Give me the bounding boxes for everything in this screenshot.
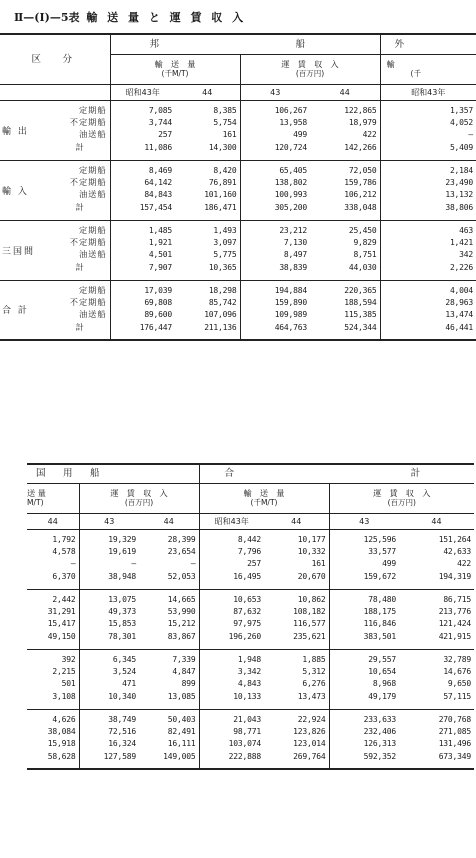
table-cell: 85,742 bbox=[208, 297, 237, 307]
table-row bbox=[27, 677, 474, 689]
table-cell: 499 bbox=[329, 557, 399, 569]
table-cell: 42,633 bbox=[443, 546, 472, 556]
header-unit-yen: (百万円) bbox=[387, 498, 416, 507]
table-cell: 38,749 bbox=[79, 709, 139, 725]
table-row bbox=[27, 665, 474, 677]
ship-type-label: 定期船 bbox=[50, 160, 110, 176]
table-cell: 342 bbox=[380, 248, 476, 260]
table-cell: 149,005 bbox=[163, 752, 196, 761]
table-cell: 157,454 bbox=[110, 200, 175, 220]
table-title-text: 輸 送 量 と 運 賃 収 入 bbox=[86, 11, 247, 24]
table-cell: 109,989 bbox=[240, 308, 310, 320]
table-cell: 673,349 bbox=[438, 752, 472, 761]
year-label: 44 bbox=[139, 513, 199, 529]
table-cell: 142,266 bbox=[344, 143, 377, 153]
table-cell: 161 bbox=[311, 558, 326, 568]
ship-type-label: 不定期船 bbox=[69, 296, 107, 307]
table-cell: 176,447 bbox=[110, 320, 175, 340]
table-row bbox=[0, 296, 476, 308]
table-row bbox=[27, 545, 474, 557]
ship-type-label: 定期船 bbox=[78, 104, 107, 115]
table-cell: 44,030 bbox=[348, 263, 377, 273]
table-cell: 107,096 bbox=[204, 309, 237, 319]
table-cell: 123,014 bbox=[293, 738, 326, 748]
table-cell: 106,212 bbox=[344, 189, 377, 199]
header-yuso-cut bbox=[27, 483, 79, 513]
table-cell: 7,339 bbox=[139, 649, 199, 665]
table-cell: 4,847 bbox=[172, 666, 196, 676]
table-cell: 15,853 bbox=[79, 617, 139, 629]
table-cell: 7,085 bbox=[110, 100, 175, 116]
table-cell: 49,373 bbox=[79, 605, 139, 617]
table-cell: 57,115 bbox=[443, 692, 472, 702]
table-cell: 82,491 bbox=[167, 726, 196, 736]
table-cell: 7,907 bbox=[110, 260, 175, 280]
table-cell: 5,409 bbox=[380, 140, 476, 160]
table-cell: 159,672 bbox=[329, 569, 399, 589]
table-cell: 13,958 bbox=[240, 116, 310, 128]
table-cell: — bbox=[380, 128, 476, 140]
table-cell: 5,312 bbox=[302, 666, 326, 676]
category-label: 合 計 bbox=[0, 280, 50, 340]
table-cell: 58,628 bbox=[47, 752, 76, 761]
ship-type-label: 油送船 bbox=[78, 308, 107, 319]
table-cell: — bbox=[190, 558, 196, 568]
table-cell: 72,050 bbox=[310, 160, 380, 176]
table-cell: 2,184 bbox=[380, 160, 476, 176]
table-cell: 271,085 bbox=[438, 726, 472, 736]
table-cell: 25,450 bbox=[310, 220, 380, 236]
table-row bbox=[27, 725, 474, 737]
table-title bbox=[14, 9, 246, 25]
header-unit-yen: (百万円) bbox=[295, 69, 325, 78]
header-unit-ton: (千M/T) bbox=[161, 69, 189, 78]
table-cell: 338,048 bbox=[344, 203, 377, 213]
table-cell: 10,654 bbox=[329, 665, 399, 677]
header-sen: 船 bbox=[295, 38, 306, 50]
table-cell: 83,867 bbox=[167, 632, 196, 642]
category-label: 輸 入 bbox=[0, 160, 50, 220]
header-kubun bbox=[0, 34, 110, 84]
table-cell: 13,132 bbox=[380, 188, 476, 200]
table-cell: 78,480 bbox=[329, 589, 399, 605]
table-row bbox=[27, 557, 474, 569]
table-row bbox=[0, 200, 476, 220]
table-cell: 86,715 bbox=[399, 589, 474, 605]
year-label: 44 bbox=[175, 84, 240, 100]
table-cell: 18,298 bbox=[175, 280, 240, 296]
header-yuso-ryo bbox=[110, 54, 240, 84]
table-cell: 33,577 bbox=[329, 545, 399, 557]
table-cell: 15,212 bbox=[167, 618, 196, 628]
table-cell: 392 bbox=[27, 649, 79, 665]
table-cell: 270,768 bbox=[399, 709, 474, 725]
table-cell: 64,142 bbox=[110, 176, 175, 188]
table-cell: 7,130 bbox=[240, 236, 310, 248]
table-cell: 23,654 bbox=[167, 546, 196, 556]
ship-type-label: 油送船 bbox=[78, 248, 107, 259]
table-row bbox=[27, 709, 474, 725]
ship-type-label: 不定期船 bbox=[69, 116, 107, 127]
table-cell: 4,004 bbox=[380, 280, 476, 296]
table-row bbox=[0, 140, 476, 160]
table-cell: 3,097 bbox=[213, 237, 237, 247]
table-cell: 106,267 bbox=[240, 100, 310, 116]
ship-type-label: 不定期船 bbox=[69, 236, 107, 247]
table-cell: 188,175 bbox=[329, 605, 399, 617]
header-unit-cut: M/T) bbox=[27, 498, 44, 507]
table-cell: 422 bbox=[362, 129, 377, 139]
table-cell: 121,424 bbox=[438, 618, 472, 628]
table-cell: 13,474 bbox=[380, 308, 476, 320]
table-row bbox=[0, 128, 476, 140]
header-yuso-partial-label: 輸 bbox=[386, 59, 395, 69]
table-cell: 1,357 bbox=[380, 100, 476, 116]
table-cell: 13,085 bbox=[167, 692, 196, 702]
table-cell: 46,441 bbox=[380, 320, 476, 340]
ship-type-label: 不定期船 bbox=[69, 176, 107, 187]
table-row bbox=[0, 308, 476, 320]
table-cell: 116,846 bbox=[329, 617, 399, 629]
table-cell: 28,399 bbox=[167, 534, 196, 544]
table-cell: 1,792 bbox=[52, 534, 76, 544]
table-cell: 222,888 bbox=[199, 749, 264, 769]
subtotal-label: 計 bbox=[75, 202, 84, 213]
table-row bbox=[27, 589, 474, 605]
table-cell: 32,789 bbox=[399, 649, 474, 665]
table-cell: 7,796 bbox=[199, 545, 264, 557]
table-cell: 464,763 bbox=[240, 320, 310, 340]
table-cell: 138,802 bbox=[240, 176, 310, 188]
table-cell: — bbox=[79, 557, 139, 569]
table-cell: 18,979 bbox=[348, 117, 377, 127]
header-yuso-ryo-label: 輸 送 量 bbox=[243, 488, 285, 498]
table-cell: 3,744 bbox=[110, 116, 175, 128]
table-cell: 29,557 bbox=[329, 649, 399, 665]
table-cell: 17,039 bbox=[110, 280, 175, 296]
table-cell: 16,324 bbox=[79, 737, 139, 749]
table-row bbox=[27, 569, 474, 589]
table-cell: 8,751 bbox=[353, 249, 377, 259]
table-cell: 5,754 bbox=[213, 117, 237, 127]
table-cell: 194,884 bbox=[240, 280, 310, 296]
table-cell: 103,074 bbox=[199, 737, 264, 749]
header-gou: 合 bbox=[224, 468, 235, 480]
ship-type-label: 油送船 bbox=[78, 188, 107, 199]
table-cell: 100,993 bbox=[240, 188, 310, 200]
table-cell: 126,313 bbox=[329, 737, 399, 749]
table-number: Ⅱ—(Ⅰ)—5表 bbox=[14, 11, 80, 24]
table-row bbox=[0, 248, 476, 260]
table-cell: 22,924 bbox=[264, 709, 329, 725]
table-cell: 15,417 bbox=[47, 618, 76, 628]
ship-type-label: 定期船 bbox=[50, 220, 110, 236]
header-unchin bbox=[329, 483, 474, 513]
table-row bbox=[0, 260, 476, 280]
table-cell: 220,365 bbox=[310, 280, 380, 296]
header-yuso-ryo-label: 輸 送 量 bbox=[154, 59, 196, 69]
header-unit-partial: (千 bbox=[410, 69, 421, 78]
table-cell: 4,501 bbox=[110, 248, 175, 260]
table-cell: 6,276 bbox=[302, 678, 326, 688]
table-cell: 2,442 bbox=[27, 589, 79, 605]
table-cell: 383,501 bbox=[329, 629, 399, 649]
table-cell: 38,084 bbox=[47, 726, 76, 736]
table-cell: 10,653 bbox=[199, 589, 264, 605]
table-cell: 233,633 bbox=[329, 709, 399, 725]
table-cell: 463 bbox=[380, 220, 476, 236]
table-cell: 1,493 bbox=[175, 220, 240, 236]
table-part-2 bbox=[27, 463, 474, 770]
table-cell: 6,370 bbox=[52, 572, 76, 582]
table-cell: 194,319 bbox=[438, 572, 472, 582]
table-row bbox=[0, 100, 476, 116]
table-cell: 8,420 bbox=[175, 160, 240, 176]
table-cell: 159,786 bbox=[344, 177, 377, 187]
table-cell: 3,108 bbox=[52, 692, 76, 702]
table-cell: 108,182 bbox=[293, 606, 326, 616]
table-cell: 8,385 bbox=[213, 105, 237, 115]
table-cell: 125,596 bbox=[329, 529, 399, 545]
table-cell: 1,485 bbox=[110, 220, 175, 236]
table-cell: 161 bbox=[222, 129, 237, 139]
year-label: 44 bbox=[310, 84, 380, 100]
table-cell: 78,301 bbox=[79, 629, 139, 649]
table-cell: 69,808 bbox=[110, 296, 175, 308]
year-row bbox=[0, 84, 476, 100]
table-cell: 501 bbox=[61, 678, 76, 688]
table-row bbox=[0, 280, 476, 296]
table-cell: 5,775 bbox=[213, 249, 237, 259]
header-yuso-cut-label: 送 量 bbox=[27, 488, 46, 498]
table-row bbox=[27, 605, 474, 617]
header-unchin bbox=[240, 54, 380, 84]
table-cell: 235,621 bbox=[293, 632, 326, 642]
table-cell: 23,490 bbox=[380, 176, 476, 188]
table-row bbox=[27, 629, 474, 649]
table-cell: 188,594 bbox=[344, 297, 377, 307]
table-cell: 4,843 bbox=[199, 677, 264, 689]
table-cell: 151,264 bbox=[438, 534, 472, 544]
table-cell: 10,133 bbox=[199, 689, 264, 709]
table-cell: 10,365 bbox=[208, 263, 237, 273]
table-cell: 2,226 bbox=[380, 260, 476, 280]
table-cell: 305,200 bbox=[240, 200, 310, 220]
table-cell: 120,724 bbox=[240, 140, 310, 160]
table-cell: 16,495 bbox=[199, 569, 264, 589]
table-cell: 4,052 bbox=[380, 116, 476, 128]
table-cell: 127,589 bbox=[79, 749, 139, 769]
year-label: 昭和43年 bbox=[110, 84, 175, 100]
table-cell: 14,665 bbox=[139, 589, 199, 605]
year-label: 昭和43年 bbox=[380, 84, 476, 100]
table-cell: 1,885 bbox=[264, 649, 329, 665]
ship-type-label: 油送船 bbox=[78, 128, 107, 139]
header-hou-sen bbox=[110, 34, 380, 54]
table-row bbox=[0, 188, 476, 200]
table-cell: 186,471 bbox=[204, 203, 237, 213]
table-cell: 52,053 bbox=[167, 572, 196, 582]
table-cell: 592,352 bbox=[329, 749, 399, 769]
table-cell: 1,421 bbox=[380, 236, 476, 248]
year-label: 44 bbox=[264, 513, 329, 529]
table-cell: 19,619 bbox=[79, 545, 139, 557]
table-cell: 8,469 bbox=[110, 160, 175, 176]
table-cell: 53,990 bbox=[167, 606, 196, 616]
header-gai: 外 bbox=[380, 34, 476, 54]
table-row bbox=[0, 320, 476, 340]
header-kokuyousen-label: 国 用 船 bbox=[36, 468, 104, 480]
table-cell: 13,075 bbox=[79, 589, 139, 605]
year-label: 44 bbox=[27, 513, 79, 529]
table-cell: 422 bbox=[457, 558, 472, 568]
table-cell: 23,212 bbox=[240, 220, 310, 236]
table-cell: 19,329 bbox=[79, 529, 139, 545]
table-cell: 4,578 bbox=[52, 546, 76, 556]
table-cell: 4,626 bbox=[27, 709, 79, 725]
table-row bbox=[0, 160, 476, 176]
table-cell: 87,632 bbox=[199, 605, 264, 617]
table-cell: 899 bbox=[181, 678, 196, 688]
table-cell: 8,442 bbox=[199, 529, 264, 545]
header-kei: 計 bbox=[410, 468, 421, 480]
table-cell: 65,405 bbox=[240, 160, 310, 176]
table-cell: 38,839 bbox=[240, 260, 310, 280]
header-unchin-label: 運 賃 収 入 bbox=[281, 59, 339, 69]
header-unit-ton: (千M/T) bbox=[250, 498, 278, 507]
subtotal-label: 計 bbox=[75, 262, 84, 273]
year-label: 44 bbox=[399, 513, 474, 529]
table-cell: 524,344 bbox=[344, 323, 377, 332]
table-cell: 98,771 bbox=[199, 725, 264, 737]
table-cell: 72,516 bbox=[79, 725, 139, 737]
table-cell: 31,291 bbox=[47, 606, 76, 616]
table-row bbox=[27, 529, 474, 545]
table-cell: 101,160 bbox=[204, 189, 237, 199]
table-cell: 122,865 bbox=[344, 105, 377, 115]
table-cell: 115,385 bbox=[344, 309, 377, 319]
table-cell: 97,975 bbox=[199, 617, 264, 629]
table-cell: 38,948 bbox=[79, 569, 139, 589]
table-cell: 213,776 bbox=[438, 606, 472, 616]
table-cell: 10,862 bbox=[264, 589, 329, 605]
table-cell: 159,890 bbox=[240, 296, 310, 308]
header-unit-yen: (百万円) bbox=[124, 498, 154, 507]
table-cell: 11,086 bbox=[110, 140, 175, 160]
table-cell: 8,497 bbox=[240, 248, 310, 260]
table-cell: 14,676 bbox=[443, 666, 472, 676]
table-cell: 10,332 bbox=[297, 546, 326, 556]
table-cell: 3,524 bbox=[79, 665, 139, 677]
table-cell: 8,968 bbox=[329, 677, 399, 689]
table-cell: 28,963 bbox=[380, 296, 476, 308]
table-cell: 421,915 bbox=[438, 632, 472, 642]
table-cell: 10,177 bbox=[297, 534, 326, 544]
category-label: 三国間 bbox=[0, 220, 50, 280]
table-row bbox=[27, 689, 474, 709]
table-cell: 1,948 bbox=[199, 649, 264, 665]
table-cell: 123,826 bbox=[293, 726, 326, 736]
header-hou: 邦 bbox=[149, 38, 160, 50]
header-yuso-ryo bbox=[199, 483, 329, 513]
table-cell: 257 bbox=[199, 557, 264, 569]
table-cell: 211,136 bbox=[204, 323, 237, 332]
table-cell: 499 bbox=[240, 128, 310, 140]
table-cell: 21,043 bbox=[199, 709, 264, 725]
table-row bbox=[27, 649, 474, 665]
table-cell: 15,918 bbox=[47, 738, 76, 748]
table-cell: 16,111 bbox=[167, 738, 196, 748]
header-yuso-partial bbox=[380, 54, 476, 84]
table-cell: 131,496 bbox=[438, 738, 472, 748]
table-row bbox=[0, 116, 476, 128]
table-cell: 3,342 bbox=[199, 665, 264, 677]
header-unchin-label: 運 賃 収 入 bbox=[373, 488, 431, 498]
table-cell: 84,843 bbox=[110, 188, 175, 200]
year-label: 43 bbox=[79, 513, 139, 529]
table-cell: 269,764 bbox=[293, 752, 326, 761]
table-cell: 13,473 bbox=[297, 692, 326, 702]
table-cell: 50,403 bbox=[139, 709, 199, 725]
table-cell: 89,600 bbox=[110, 308, 175, 320]
table-cell: 49,150 bbox=[47, 632, 76, 642]
table-cell: 116,577 bbox=[293, 618, 326, 628]
table-cell: 9,829 bbox=[353, 237, 377, 247]
table-cell: 196,260 bbox=[199, 629, 264, 649]
table-cell: 257 bbox=[110, 128, 175, 140]
table-cell: 38,806 bbox=[380, 200, 476, 220]
year-label: 43 bbox=[240, 84, 310, 100]
table-cell: 14,300 bbox=[208, 143, 237, 153]
table-cell: 471 bbox=[79, 677, 139, 689]
header-goukei bbox=[199, 464, 474, 483]
table-cell: 10,340 bbox=[79, 689, 139, 709]
subtotal-label: 計 bbox=[75, 142, 84, 153]
table-row bbox=[27, 737, 474, 749]
header-unchin bbox=[79, 483, 199, 513]
table-row bbox=[0, 176, 476, 188]
year-label: 43 bbox=[329, 513, 399, 529]
table-cell: 2,215 bbox=[52, 666, 76, 676]
table-cell: 76,891 bbox=[208, 177, 237, 187]
subtotal-label: 計 bbox=[75, 322, 84, 332]
table-cell: 20,670 bbox=[297, 572, 326, 582]
year-row bbox=[27, 513, 474, 529]
table-cell: 232,406 bbox=[329, 725, 399, 737]
category-label: 輸 出 bbox=[2, 126, 29, 137]
header-kubun-label: 区 分 bbox=[31, 53, 79, 65]
table-row bbox=[27, 749, 474, 769]
table-row bbox=[27, 617, 474, 629]
table-cell: 6,345 bbox=[79, 649, 139, 665]
table-cell: 9,650 bbox=[447, 678, 472, 688]
table-cell: — bbox=[70, 558, 76, 568]
table-row bbox=[0, 220, 476, 236]
table-cell: 49,179 bbox=[329, 689, 399, 709]
year-label: 昭和43年 bbox=[199, 513, 264, 529]
header-unchin-label: 運 賃 収 入 bbox=[110, 488, 168, 498]
table-row bbox=[0, 236, 476, 248]
table-cell: 1,921 bbox=[110, 236, 175, 248]
header-kokuyousen bbox=[27, 464, 199, 483]
ship-type-label: 定期船 bbox=[50, 280, 110, 296]
table-part-1 bbox=[0, 33, 476, 341]
